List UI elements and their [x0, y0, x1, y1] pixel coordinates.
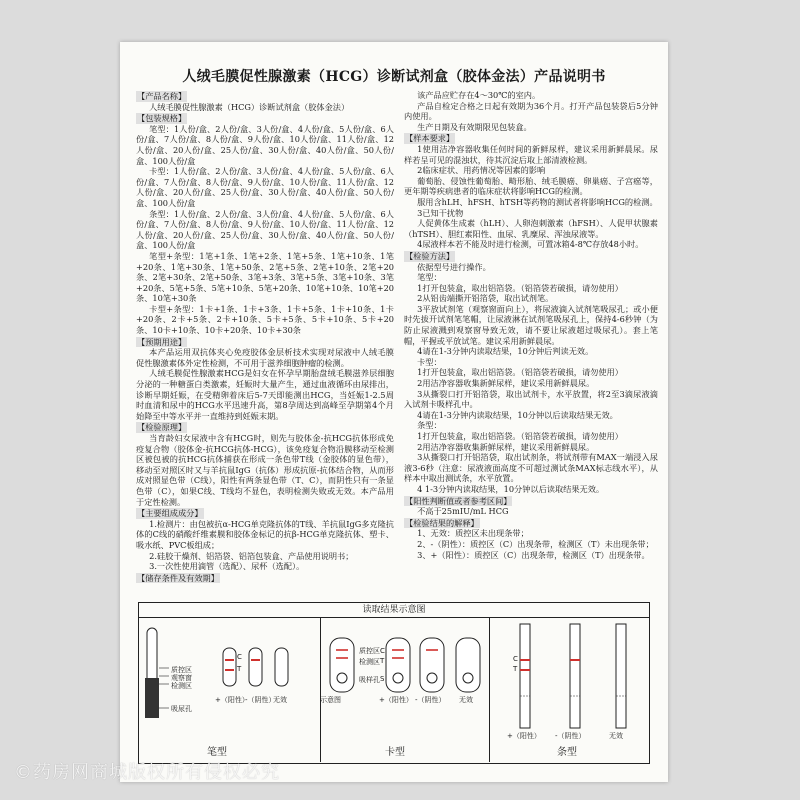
card-result-label: +（阳性） — [379, 696, 413, 704]
strip-result-label: +（阳性） — [507, 732, 541, 740]
pen-zone-label: 质控区 — [171, 666, 192, 674]
card-label: 卡型 — [385, 747, 405, 758]
section-heading: 【储存条件及有效期】 — [137, 572, 219, 583]
right-column — [404, 90, 658, 560]
section-heading-row — [136, 507, 394, 519]
strip-result-label: 无效 — [609, 732, 623, 740]
section-heading: 【预期用途】 — [137, 336, 187, 347]
left-column — [136, 90, 394, 583]
paragraph: 人绒毛膜促性腺激素（HCG）诊断试剂盒（胶体金法） — [149, 101, 350, 112]
section-heading-row — [136, 90, 394, 102]
paragraph: 当育龄妇女尿液中含有HCG时，则先与胶体金-抗HCG抗体形成免疫复合物（胶体金-抗HCG抗体-HCG），该免疫复合物沿膜移动至检测区被包被的抗HCG抗体捕获在形成一条色带T线（金胶体的显色带），移动至对照区时又与羊抗鼠IgG（抗体）形成抗原-抗体结合物，从而形成对照显色带（C线），阳性有两条显色带（T、C），而阴性只有一条显色带（C），如果C线、T线均不显色，表明检测失败或无效。本产品用于定性检测。 — [136, 433, 394, 507]
paragraph: 3已知干扰物 — [417, 207, 464, 218]
pen-result-label: -（阴性） — [245, 696, 276, 704]
paragraph: 4尿液样本若不能及时进行检测，可置冰箱4-8℃存放48小时。 — [417, 239, 644, 250]
card-s-letter: S — [380, 675, 385, 683]
pen-grip — [145, 678, 159, 718]
card-invalid — [456, 638, 480, 692]
paragraph: 2.硅胶干燥剂、铝箔袋、铝箔包装盒、产品使用说明书； — [149, 550, 354, 561]
paragraph: 3平放试剂笔（观察窗面向上），将尿液滴入试剂笔吸尿孔；或小便时先拔开试剂笔笔帽，让尿液淋在试剂笔吸尿孔上，保持4-6秒钟（为防止尿液溅到观察窗导致无效，请不要让尿液超过吸尿孔）。套上笔帽，平握或平放试笔。建议采用新鲜晨尿。 — [404, 303, 658, 346]
page-title: 人绒毛膜促性腺激素（HCG）诊断试剂盒（胶体金法）产品说明书 — [182, 69, 606, 85]
section-heading: 【检验结果的解释】 — [405, 517, 479, 528]
pen-c-letter: C — [237, 653, 242, 661]
pen-result-label: +（阳性） — [215, 696, 249, 704]
paragraph: 4请在1-3分钟内读取结果，10分钟以后读取结果无效。 — [417, 409, 618, 420]
strip-c-letter: C — [513, 655, 518, 663]
paragraph: 卡型： — [417, 356, 442, 367]
section-heading-row — [136, 336, 394, 348]
card-result-label: -（阴性） — [415, 696, 446, 704]
pen-negative — [249, 648, 262, 686]
section-heading-row — [136, 112, 394, 124]
strip-result-label: -（阴性） — [555, 732, 586, 740]
result-diagram — [138, 602, 650, 764]
instruction-sheet — [120, 42, 668, 782]
section-heading-row — [404, 495, 658, 507]
paragraph: 2从铝齿端撕开铝箔袋，取出试剂笔。 — [417, 293, 554, 304]
paragraph: 该产品应贮存在4～30℃的室内。 — [417, 90, 541, 100]
paragraph: 条型：1人份/盒、2人份/盒、3人份/盒、4人份/盒、5人份/盒、6人份/盒、7人份/盒、8人份/盒、9人份/盒、10人份/盒、11人份/盒、12人份/盒、20人份/盒、25人份/盒、30人份/盒、40人份/盒、50人份/盒、100人份/盒 — [136, 208, 394, 251]
card-sample — [330, 638, 354, 692]
strip-illustration — [490, 618, 649, 763]
card-negative — [420, 638, 444, 692]
section-heading-row — [404, 517, 658, 529]
paragraph: 依据型号进行操作。 — [417, 261, 491, 272]
copyright-watermark: ©药房网商城版权所有侵权必究 — [14, 762, 280, 783]
section-heading: 【检验方法】 — [405, 250, 455, 261]
strip-t-letter: T — [513, 665, 518, 673]
card-result-label: 无效 — [459, 696, 473, 704]
paragraph: 1.检测片：由包被抗α-HCG单克隆抗体的T线、羊抗鼠IgG多克隆抗体的C线的硝酸纤维素膜和胶体金标记的抗β-HCG单克隆抗体、塑卡、吸水纸、PVC板组成； — [136, 518, 394, 550]
card-caption: 示意图 — [320, 696, 341, 704]
card-illustration — [320, 618, 490, 763]
paragraph: 人促黄体生成素（hLH）、人卵泡刺激素（hFSH）、人促甲状腺素（hTSH）、胆红素阳性、血尿、乳糜尿、浑浊尿液等。 — [404, 218, 658, 239]
pen-illustration — [139, 618, 320, 763]
pen-zone-label: 观察窗 — [171, 674, 192, 682]
pen-positive — [223, 648, 236, 686]
section-heading-row — [136, 421, 394, 433]
section-heading: 【样本要求】 — [405, 133, 455, 144]
pen-invalid — [275, 648, 288, 686]
paragraph: 服用含hLH、hFSH、hTSH等药物的测试者将影响HCG的检测。 — [417, 196, 658, 207]
paragraph: 本产品运用双抗体夹心免疫胶体金层析技术实现对尿液中人绒毛膜促性腺激素体外定性检测，不可用于滋养细胞肿瘤的检测。 — [136, 347, 394, 368]
paragraph: 卡型：1人份/盒、2人份/盒、3人份/盒、4人份/盒、5人份/盒、6人份/盒、7人份/盒、8人份/盒、9人份/盒、10人份/盒、11人份/盒、12人份/盒、20人份/盒、25人份/盒、30人份/盒、40人份/盒、50人份/盒、100人份/盒 — [136, 166, 394, 208]
strip-invalid — [616, 624, 626, 728]
paragraph: 卡型+条型：1卡+1条、1卡+3条、1卡+5条、1卡+10条、1卡+20条、2卡+5条、2卡+10条、5卡+5条、5卡+10条、5卡+20条、10卡+10条、10卡+20条、10卡+30条 — [136, 303, 394, 336]
card-zone-label: 检测区 — [359, 658, 380, 666]
paragraph: 2用洁净容器收集新鲜尿样，建议采用新鲜晨尿。 — [417, 441, 595, 452]
paragraph: 1打开包装盒，取出铝箔袋。（铝箔袋若破损，请勿使用） — [417, 431, 623, 441]
card-zone-label: 质控区 — [359, 647, 380, 655]
paragraph: 笔型： — [417, 272, 442, 283]
paragraph: 3从撕裂口打开铝箔袋，取出试剂条，将试剂带有MAX一端浸入尿液3-6秒（注意：尿液液面高度不可超过测试条MAX标志线水平），从样本中取出测试条，水平放置。 — [404, 452, 658, 484]
card-c-letter: C — [380, 647, 385, 655]
paragraph: 1打开包装盒，取出铝箔袋。（铝箔袋若破损，请勿使用） — [417, 282, 623, 293]
section-heading: 【包装规格】 — [137, 113, 187, 124]
strip-positive — [520, 624, 530, 728]
pen-zone-label: 吸尿孔 — [171, 705, 192, 713]
paragraph: 条型： — [417, 420, 442, 431]
section-heading-row — [136, 572, 394, 584]
paragraph: 产品自检定合格之日起有效期为36个月。打开产品包装袋后5分钟内使用。 — [404, 100, 658, 122]
strip-label: 条型 — [557, 747, 577, 758]
paragraph: 2、-（阴性）：质控区（C）出现条带，检测区（T）未出现条带； — [417, 538, 654, 549]
paragraph: 1、无效：质控区未出现条带； — [417, 528, 529, 539]
card-positive — [386, 638, 410, 692]
paragraph: 1使用洁净容器收集任何时间的新鲜尿样，建议采用新鲜晨尿。尿样若呈可见的混浊状，待其沉淀后取上部清液检测。 — [404, 143, 658, 165]
pen-result-label: 无效 — [273, 696, 287, 704]
section-heading: 【主要组成成分】 — [137, 508, 203, 519]
paragraph: 2临床症状、用药情况等因素的影响 — [417, 165, 546, 176]
paragraph: 生产日期及有效期限见包装盒。 — [417, 121, 532, 132]
strip-negative — [570, 624, 580, 728]
section-heading-row — [404, 250, 658, 262]
section-heading: 【产品名称】 — [137, 91, 187, 101]
section-heading-row — [404, 132, 658, 144]
card-zone-label: 吸样孔 — [359, 676, 380, 684]
paragraph: 不高于25mIU/mL HCG — [417, 506, 509, 517]
paragraph: 葡萄胎、侵蚀性葡萄胎、畸形胎、绒毛膜癌、卵巢癌、子宫癌等，更年期等疾病患者的临床症状将影响HCG的检测。 — [404, 175, 658, 197]
paragraph: 4 1-3分钟内读取结果，10分钟以后读取结果无效。 — [417, 483, 605, 494]
paragraph: 3从撕裂口打开铝箔袋，取出试剂卡，水平放置，将2至3滴尿液滴入试剂卡吸样孔中。 — [404, 388, 658, 410]
paragraph: 3、+（阳性）：质控区（C）出现条带，检测区（T）出现条带。 — [417, 549, 650, 560]
paragraph: 人绒毛膜促性腺激素HCG是妇女在怀孕早期胎盘绒毛膜滋养层细胞分泌的一种糖蛋白类激素，妊娠时大量产生，通过血液循环由尿排出，诊断早期妊娠，在受精卵着床后5-7天即能测出HCG，当妊娠1-2.5周时血清和尿中的HCG水平迅速升高，第8孕周达到高峰至孕期第4个月始降至中等水平并一直维持到妊娠末期。 — [136, 368, 394, 421]
paragraph: 1打开包装盒，取出铝箔袋。（铝箔袋若破损，请勿使用） — [417, 367, 623, 378]
paragraph: 4请在1-3分钟内读取结果，10分钟后判读无效。 — [417, 346, 594, 357]
paragraph: 2用洁净容器收集新鲜尿样，建议采用新鲜晨尿。 — [417, 378, 595, 389]
pen-t-letter: T — [237, 665, 242, 673]
pen-label: 笔型 — [207, 747, 227, 758]
paragraph: 3.一次性使用滴管（选配）、尿杯（选配）。 — [149, 561, 305, 572]
section-heading: 【阳性判断值或者参考区间】 — [405, 495, 512, 506]
paragraph: 笔型：1人份/盒、2人份/盒、3人份/盒、4人份/盒、5人份/盒、6人份/盒、7人份/盒、8人份/盒、9人份/盒、10人份/盒、11人份/盒、12人份/盒、20人份/盒、25人份/盒、30人份/盒、40人份/盒、50人份/盒、100人份/盒 — [136, 123, 394, 166]
paragraph: 笔型+条型：1笔+1条、1笔+2条、1笔+5条、1笔+10条、1笔+20条、1笔+30条、1笔+50条、2笔+5条、2笔+10条、2笔+20条、2笔+30条、2笔+50条、3笔+3条、3笔+5条、3笔+10条、3笔+20条、5笔+5条、5笔+10条、5笔+20条、10笔+10条、10笔+20条、10笔+30条 — [136, 250, 394, 304]
card-t-letter: T — [380, 657, 385, 665]
pen-zone-label: 检测区 — [171, 682, 192, 690]
section-heading: 【检验原理】 — [137, 422, 187, 433]
diagram-title: 读取结果示意图 — [139, 603, 649, 618]
